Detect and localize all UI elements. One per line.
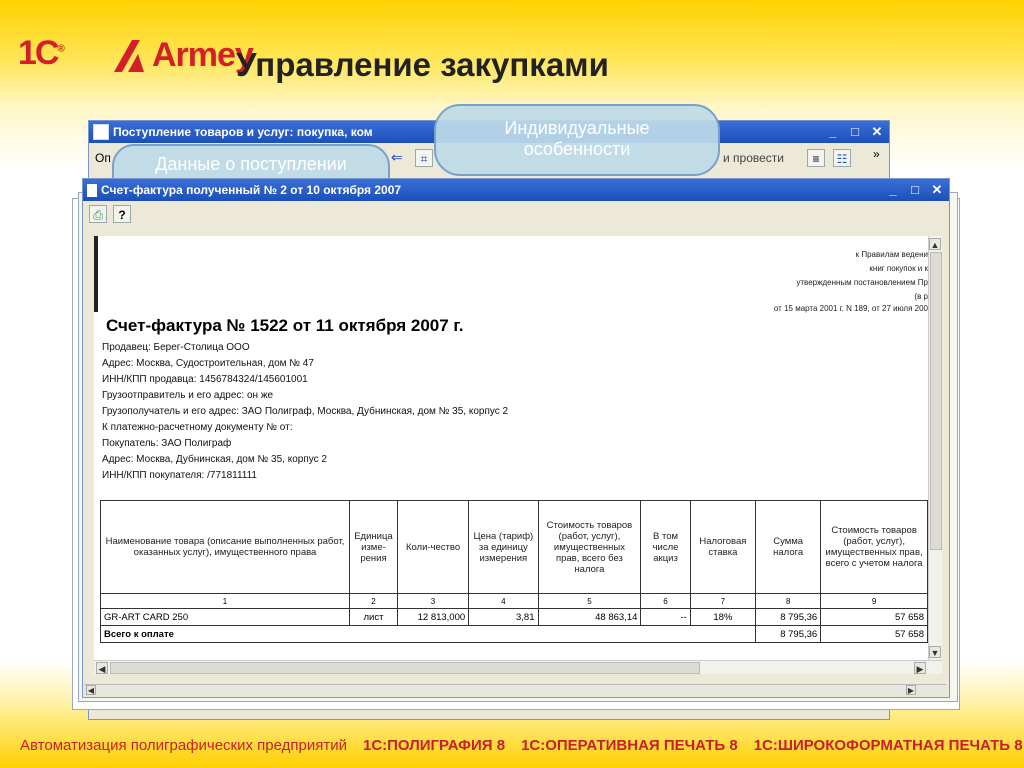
payment-document-line: К платежно-расчетному документу № от:: [102, 422, 293, 433]
quantity-cell: 12 813,000: [397, 609, 468, 626]
column-number: 6: [641, 594, 690, 609]
seller-inn-line: ИНН/КПП продавца: 1456784324/145601001: [102, 374, 308, 385]
scroll-right-icon[interactable]: ▶: [914, 662, 926, 674]
cost-without-tax-cell: 48 863,14: [538, 609, 641, 626]
window-scroll-right-icon[interactable]: ▶: [907, 686, 915, 695]
column-number: 4: [469, 594, 538, 609]
1c-logo: 1С®: [18, 34, 63, 72]
slide-title: Управление закупками: [236, 46, 609, 83]
price-cell: 3,81: [469, 609, 538, 626]
callout-features-line2: особенности: [523, 139, 631, 159]
help-icon[interactable]: ?: [113, 205, 131, 223]
footer-product: 1С:ШИРОКОФОРМАТНАЯ ПЕЧАТЬ 8: [753, 736, 1023, 754]
receipt-window-title: Поступление товаров и услуг: покупка, ком: [113, 125, 373, 139]
tax-amount-cell: 8 795,36: [756, 609, 821, 626]
excise-cell: --: [641, 609, 690, 626]
invoice-minimize-button[interactable]: _: [889, 182, 897, 197]
callout-receipt-text: Данные о поступлении: [155, 154, 347, 174]
footer-product: 1С:ПОЛИГРАФИЯ 8: [362, 736, 506, 754]
table-header-row: [101, 501, 928, 594]
scroll-up-icon[interactable]: ▲: [930, 240, 940, 250]
chart-icon[interactable]: ⌗: [415, 149, 433, 167]
cursor-marker: [94, 236, 98, 312]
buyer-address-line: Адрес: Москва, Дубнинская, дом № 35, корпус 2: [102, 454, 327, 465]
document-icon: [87, 184, 97, 197]
window-icon: [93, 124, 109, 140]
print-icon[interactable]: ⎙: [89, 205, 107, 223]
window-scroll-left-icon[interactable]: ◀: [87, 686, 95, 695]
operation-menu[interactable]: Оп: [95, 151, 111, 165]
column-number: 1: [101, 594, 350, 609]
invoice-close-button[interactable]: ✕: [931, 182, 943, 197]
total-label: Всего к оплате: [101, 626, 756, 643]
buyer-line: Покупатель: ЗАО Полиграф: [102, 438, 232, 449]
regulation-line: книг покупок и к: [869, 264, 928, 273]
table-header: Цена (тариф) за единицу измерения: [469, 501, 538, 594]
maximize-button[interactable]: □: [851, 124, 859, 139]
invoice-table: [100, 500, 928, 643]
window-horizontal-scrollbar[interactable]: [84, 684, 946, 696]
buyer-inn-line: ИНН/КПП покупателя: /771811111: [102, 470, 257, 481]
column-number: 3: [397, 594, 468, 609]
horizontal-scrollbar[interactable]: [94, 660, 942, 674]
total-sum-cell: 57 658: [821, 626, 928, 643]
armey-logo-text: Armey: [152, 36, 253, 74]
table-header: Стоимость товаров (работ, услуг), имущественных прав, всего с учетом налога: [821, 501, 928, 594]
regulation-line: утвержденным постановлением Пр: [796, 278, 928, 287]
table-row: [101, 609, 928, 626]
column-number: 5: [538, 594, 641, 609]
unit-cell: лист: [350, 609, 398, 626]
scroll-thumb[interactable]: [930, 252, 942, 550]
column-number-row: [101, 594, 928, 609]
invoice-maximize-button[interactable]: □: [911, 182, 919, 197]
regulation-line: к Правилам ведени: [855, 250, 928, 259]
total-row: [101, 626, 928, 643]
more-chevron-icon[interactable]: »: [873, 147, 880, 161]
column-number: 9: [821, 594, 928, 609]
item-name-cell: GR-ART CARD 250: [101, 609, 350, 626]
column-number: 8: [756, 594, 821, 609]
table-header: Налоговая ставка: [690, 501, 755, 594]
table-header: В том числе акциз: [641, 501, 690, 594]
invoice-document: [94, 236, 928, 660]
invoice-title: Счет-фактура № 1522 от 11 октября 2007 г.: [106, 316, 464, 335]
footer-product: 1С:ОПЕРАТИВНАЯ ПЕЧАТЬ 8: [521, 736, 738, 754]
seller-address-line: Адрес: Москва, Судостроительная, дом № 47: [102, 358, 314, 369]
arrow-left-icon[interactable]: ⇐: [391, 149, 403, 165]
total-with-tax-cell: 57 658: [821, 609, 928, 626]
total-tax-cell: 8 795,36: [756, 626, 821, 643]
tax-rate-cell: 18%: [690, 609, 755, 626]
callout-features-line1: Индивидуальные: [504, 118, 650, 138]
scroll-down-icon[interactable]: ▼: [930, 648, 940, 658]
table-header: Сумма налога: [756, 501, 821, 594]
regulation-line: от 15 марта 2001 г. N 189, от 27 июля 200: [773, 304, 928, 313]
invoice-window-titlebar: [83, 179, 949, 201]
footer-tagline: Автоматизация полиграфических предприятий: [20, 736, 347, 754]
minimize-button[interactable]: _: [829, 124, 837, 139]
table-header: Наименование товара (описание выполненных работ, оказанных услуг), имущественного права: [101, 501, 350, 594]
seller-line: Продавец: Берег-Столица ООО: [102, 342, 250, 353]
callout-receipt-data: [112, 144, 390, 182]
scroll-left-icon[interactable]: ◀: [96, 662, 108, 674]
column-number: 7: [690, 594, 755, 609]
table-header: Стоимость товаров (работ, услуг), имущественных прав, всего без налога: [538, 501, 641, 594]
consignee-line: Грузополучатель и его адрес: ЗАО Полиграф, Москва, Дубнинская, дом № 35, корпус 2: [102, 406, 509, 417]
regulation-line: (в р: [914, 292, 928, 301]
post-and-close-button[interactable]: и провести: [723, 151, 784, 165]
callout-individual-features: [434, 104, 720, 176]
invoice-window-title: Счет-фактура полученный № 2 от 10 октября 2007: [101, 183, 402, 197]
scroll-thumb-horizontal[interactable]: [110, 662, 700, 674]
shipper-line: Грузоотправитель и его адрес: он же: [102, 390, 274, 401]
vertical-scrollbar[interactable]: [928, 236, 942, 660]
column-number: 2: [350, 594, 398, 609]
table-header: Единица изме-рения: [350, 501, 398, 594]
close-button[interactable]: ✕: [871, 124, 883, 139]
table-header: Коли-чество: [397, 501, 468, 594]
list-icon[interactable]: ≡: [807, 149, 825, 167]
armey-logo-icon: [114, 40, 148, 72]
invoice-toolbar: [83, 201, 949, 227]
slide-footer: [0, 732, 1024, 758]
tree-icon[interactable]: ☷: [833, 149, 851, 167]
